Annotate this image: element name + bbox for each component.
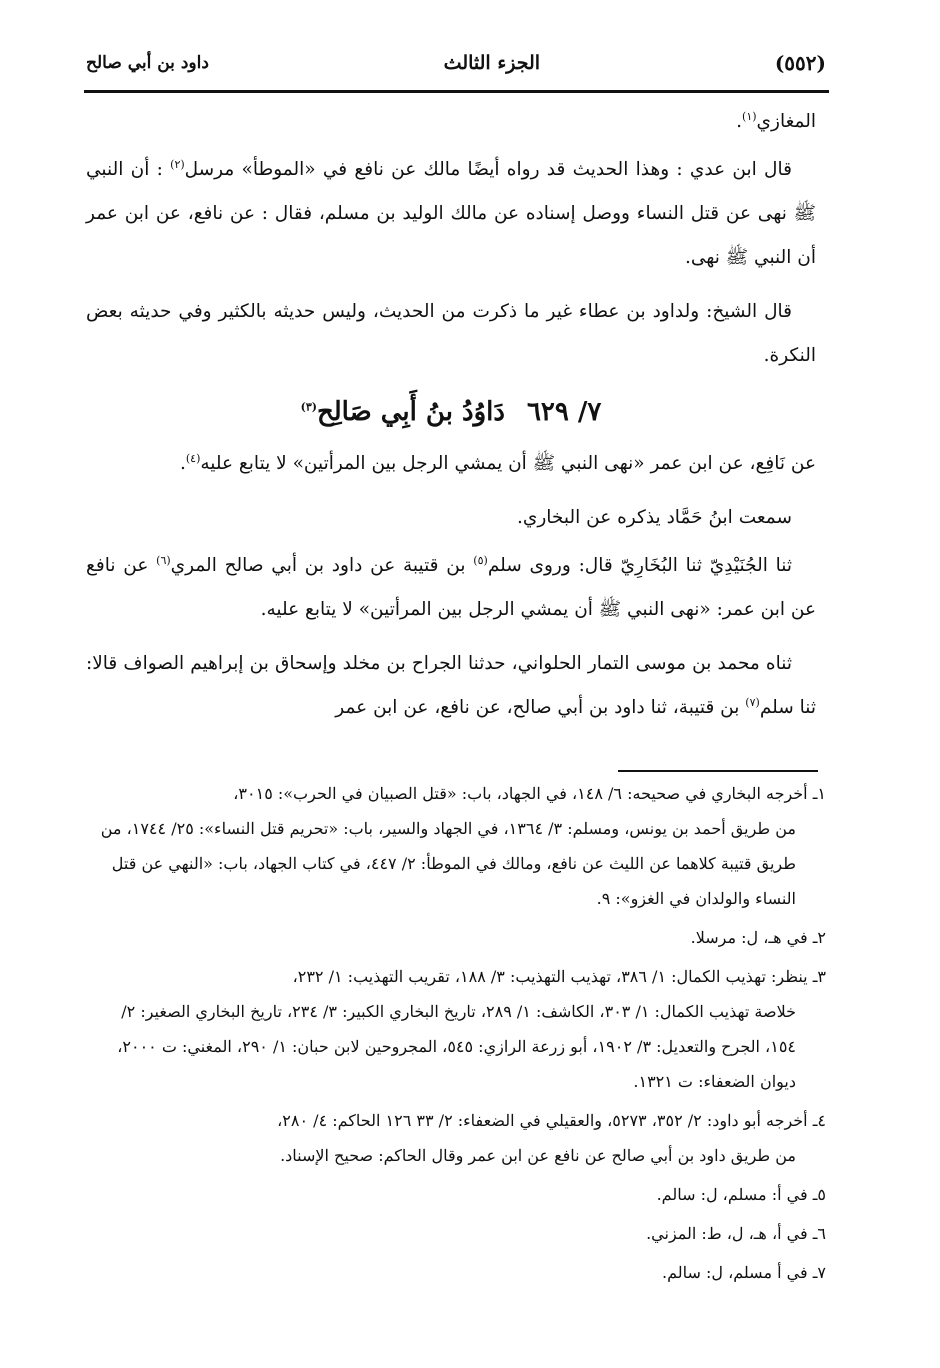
footnote-ref: (٣) — [300, 400, 317, 414]
paragraph-2 — [86, 148, 816, 280]
footnote — [86, 1216, 826, 1251]
paragraph-text: قال ابن عدي : وهذا الحديث قد رواه أيضًا مالك عن نافع في «الموطأ» مرسل — [184, 159, 792, 180]
paragraph-5 — [86, 496, 816, 540]
footnote — [86, 959, 826, 1099]
header-rule — [84, 90, 829, 93]
footnote-text: من طريق داود بن أبي صالح عن نافع عن ابن عمر وقال الحاكم: صحيح الإسناد. — [280, 1146, 796, 1165]
footnote — [86, 776, 826, 916]
paragraph-text: قال الشيخ: ولداود بن عطاء غير ما ذكرت من الحديث، وليس حديثه بالكثير وفي حديثه بعض النكرة. — [86, 301, 816, 366]
page-header — [86, 38, 826, 88]
punctuation: . — [736, 111, 743, 132]
footnote-ref: (٧) — [745, 695, 760, 709]
entry-number: ٧/ ٦٢٩ — [526, 397, 602, 427]
paragraph-text: سمعت ابنُ حَمَّاد يذكره عن البخاري. — [517, 507, 792, 528]
paragraph-text: بن قتيبة عن داود بن أبي صالح المري — [170, 555, 466, 576]
paragraph-text: ثناه محمد بن موسى التمار الحلواني، حدثنا الجراح بن مخلد وإسحاق بن إبراهيم الصواف قالا: ثنا سلم — [86, 653, 816, 718]
footnote-ref: (١) — [742, 109, 757, 123]
footnote-text: في أ، هـ، ل، ط: المزني. — [646, 1224, 808, 1243]
paragraph-text: عن نافع عن ابن عمر: «نهى النبي ﷺ أن يمشي الرجل بين المرأتين» لا يتابع عليه. — [86, 555, 816, 620]
footnote — [86, 1103, 826, 1173]
volume-title: الجزء الثالث — [443, 52, 541, 74]
footnotes — [86, 776, 826, 1294]
footnote-text: أخرجه البخاري في صحيحه: ٦/ ١٤٨، في الجهاد، باب: «قتل الصبيان في الحرب»: ٣٠١٥، — [233, 784, 808, 803]
footnote-number: ١ـ — [812, 784, 826, 803]
footnote-text: ينظر: تهذيب الكمال: ١/ ٣٨٦، تهذيب التهذيب: ٣/ ١٨٨، تقريب التهذيب: ١/ ٢٣٢، — [292, 967, 808, 986]
footnote-number: ٥ـ — [812, 1185, 826, 1204]
paragraph-text: المغازي — [756, 111, 816, 132]
footnote — [86, 1255, 826, 1290]
paragraph-1 — [86, 100, 816, 144]
footnote-text: في أ: مسلم، ل: سالم. — [656, 1185, 808, 1204]
footnote-separator — [618, 770, 818, 772]
footnote-number: ٧ـ — [812, 1263, 826, 1282]
footnote-number: ٤ـ — [812, 1111, 826, 1130]
footnote-text: أخرجه أبو داود: ٢/ ٣٥٢، ٥٢٧٣، والعقيلي في الضعفاء: ٢/ ٣٣ ١٢٦ الحاكم: ٤/ ٢٨٠، — [277, 1111, 808, 1130]
footnote — [86, 1177, 826, 1212]
footnote-number: ٢ـ — [812, 928, 826, 947]
paragraph-text: ثنا الجُنَيْدِيّ ثنا البُخَارِيّ قال: وروى سلم — [487, 555, 792, 576]
paragraph-7 — [86, 642, 816, 730]
footnote-text: خلاصة تهذيب الكمال: ١/ ٣٠٣، الكاشف: ١/ ٢٨٩، تاريخ البخاري الكبير: ٣/ ٢٣٤، تاريخ البخاري الصغير: ٢/ ١٥٤، الجرح والتعديل: ٣/ ١٩٠٢، أبو زرعة الرازي: ٥٤٥، المجروحين لابن حبان: ١/ ٢٩٠، المغني: ت ٢٠٠٠، ديوان الضعفاء: ت ١٣٢١. — [117, 1002, 796, 1091]
footnote-text: في أ مسلم، ل: سالم. — [661, 1263, 808, 1282]
footnote-ref: (٦) — [156, 553, 171, 567]
entry-heading — [86, 388, 816, 436]
page-number: (٥٥٢) — [774, 51, 826, 75]
footnote-number: ٦ـ — [812, 1224, 826, 1243]
footnote — [86, 920, 826, 955]
footnote-text: من طريق أحمد بن يونس، ومسلم: ٣/ ١٣٦٤، في الجهاد والسير، باب: «تحريم قتل النساء»: ٢٥/ ١٧٤٤، من طريق قتيبة كلاهما عن الليث عن نافع، ومالك في الموطأ: ٢/ ٤٤٧، في كتاب الجهاد، باب: «النهي عن قتل النساء والولدان في الغزو»: ٩. — [100, 819, 796, 908]
paragraph-3 — [86, 290, 816, 378]
punctuation: . — [179, 453, 186, 474]
paragraph-text: عن نَافِع، عن ابن عمر «نهى النبي ﷺ أن يمشي الرجل بين المرأتين» لا يتابع عليه — [200, 453, 816, 474]
paragraph-6 — [86, 544, 816, 632]
entry-name: دَاوُدُ بنُ أَبِي صَالِح — [316, 397, 505, 427]
paragraph-4 — [86, 442, 816, 486]
paragraph-text: : أن النبي ﷺ نهى عن قتل النساء ووصل إسناده عن مالك الوليد بن مسلم، فقال : عن نافع، عن ابن عمر أن النبي ﷺ نهى. — [86, 159, 816, 268]
footnote-ref: (٢) — [170, 157, 185, 171]
footnote-text: في هـ، ل: مرسلا. — [690, 928, 808, 947]
main-text — [86, 100, 816, 740]
footnote-ref: (٥) — [473, 553, 488, 567]
paragraph-text: بن قتيبة، ثنا داود بن أبي صالح، عن نافع، عن ابن عمر — [335, 697, 740, 718]
footnote-number: ٣ـ — [812, 967, 826, 986]
running-title: داود بن أبي صالح — [86, 53, 209, 73]
footnote-ref: (٤) — [185, 451, 201, 465]
